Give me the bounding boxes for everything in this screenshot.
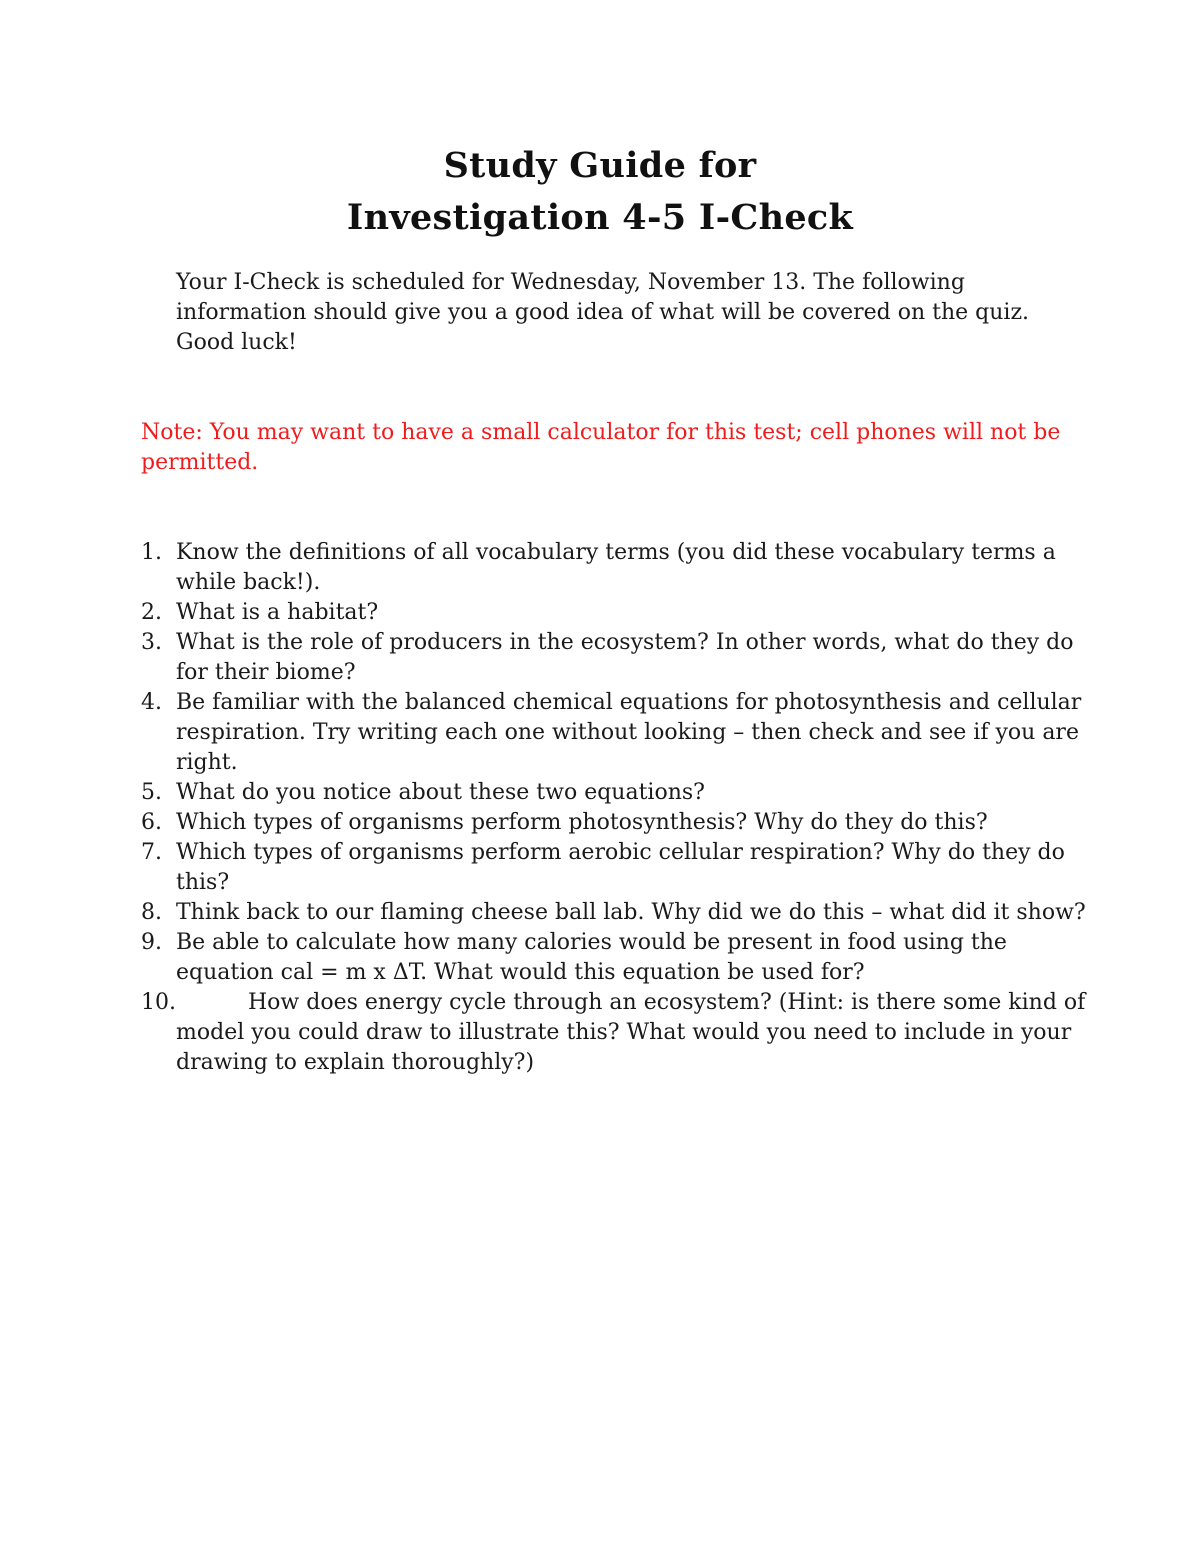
- item-number: 1.: [141, 540, 162, 565]
- item-number: 10.: [141, 990, 176, 1015]
- item-number: 5.: [141, 780, 162, 805]
- list-item: [141, 598, 1101, 628]
- list-item: [141, 808, 1101, 838]
- item-number: 3.: [141, 630, 162, 655]
- item-text: Which types of organisms perform photosynthesis? Why do they do this?: [176, 810, 988, 835]
- list-item: [141, 688, 1101, 778]
- item-text: Be able to calculate how many calories would be present in food using the equation cal = m x ΔT. What would this equation be used for?: [176, 930, 1007, 985]
- title-block: [0, 140, 1200, 244]
- item-number: 8.: [141, 900, 162, 925]
- list-item: [141, 628, 1101, 688]
- item-text: What do you notice about these two equations?: [176, 780, 705, 805]
- item-text: What is the role of producers in the ecosystem? In other words, what do they do for their biome?: [176, 630, 1074, 685]
- question-list: [141, 538, 1101, 1078]
- item-number: 2.: [141, 600, 162, 625]
- item-text: Be familiar with the balanced chemical equations for photosynthesis and cellular respiration. Try writing each one without looking – then check and see if you are right.: [176, 690, 1082, 775]
- list-item: [141, 928, 1101, 988]
- item-text: Think back to our flaming cheese ball lab. Why did we do this – what did it show?: [176, 900, 1086, 925]
- intro-paragraph: Your I-Check is scheduled for Wednesday, November 13. The following information should give you a good idea of what will be covered on the quiz. Good luck!: [176, 270, 1030, 355]
- item-number: 4.: [141, 690, 162, 715]
- list-item: [141, 988, 1101, 1078]
- list-item: [141, 778, 1101, 808]
- item-text: Which types of organisms perform aerobic cellular respiration? Why do they do this?: [176, 840, 1065, 895]
- item-text: How does energy cycle through an ecosystem? (Hint: is there some kind of model you could draw to illustrate this? What would you need to include in your drawing to explain thoroughly?): [176, 990, 1086, 1075]
- note-paragraph: Note: You may want to have a small calculator for this test; cell phones will not be permitted.: [141, 420, 1061, 475]
- title-line-1: Study Guide for: [443, 145, 757, 186]
- list-item: [141, 898, 1101, 928]
- title-line-2: Investigation 4-5 I-Check: [346, 197, 854, 238]
- item-number: 6.: [141, 810, 162, 835]
- item-text: Know the definitions of all vocabulary terms (you did these vocabulary terms a while back!).: [176, 540, 1056, 595]
- list-item: [141, 838, 1101, 898]
- item-text: What is a habitat?: [176, 600, 379, 625]
- item-number: 9.: [141, 930, 162, 955]
- list-item: [141, 538, 1101, 598]
- item-number: 7.: [141, 840, 162, 865]
